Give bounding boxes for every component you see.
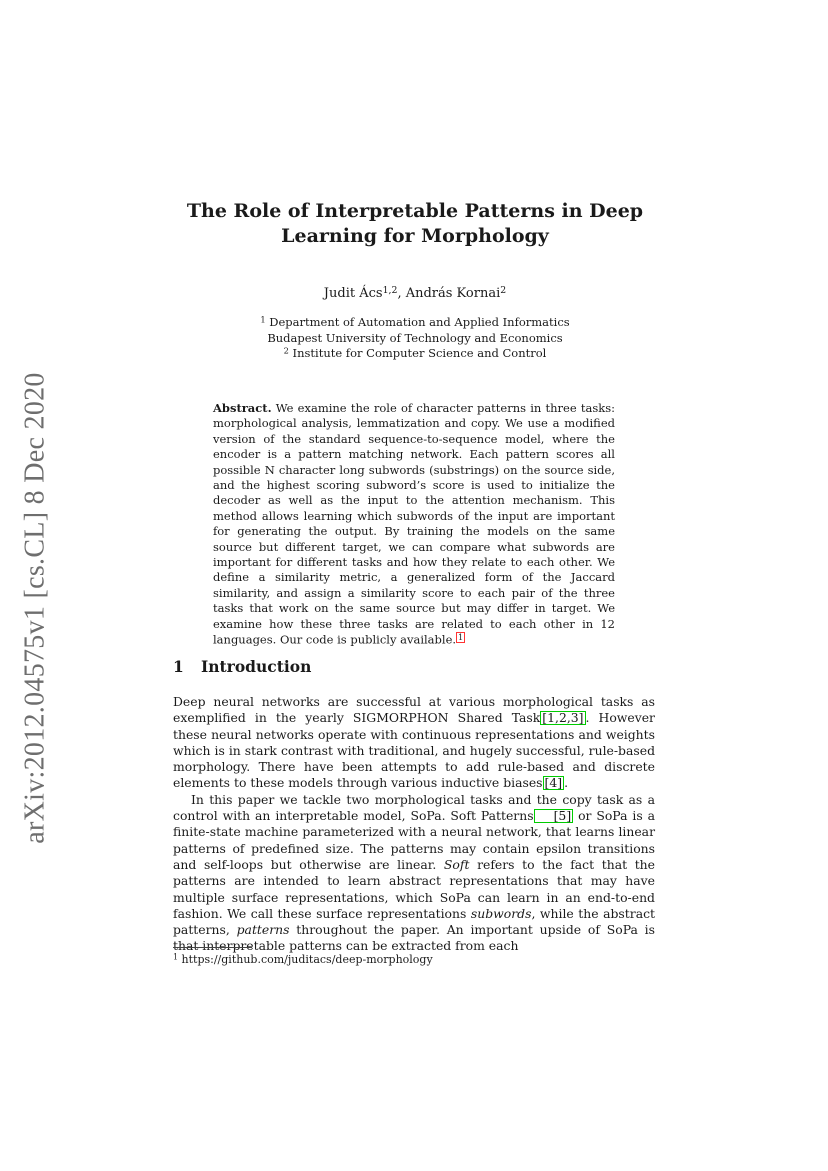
affiliation-2 xyxy=(150,346,680,362)
author-2: András Kornai xyxy=(405,286,501,301)
author-2-affil: 2 xyxy=(500,284,507,296)
paragraph-1 xyxy=(173,694,655,792)
emphasis: Soft xyxy=(443,856,470,872)
footnote-mark: 1 xyxy=(173,952,179,962)
affiliation-2-mark: 2 xyxy=(283,345,289,356)
emphasis: patterns xyxy=(236,922,290,938)
section-heading xyxy=(173,657,655,677)
footnote-link[interactable]: 1 xyxy=(458,632,464,643)
affiliation-1b xyxy=(150,331,680,347)
emphasis: subwords xyxy=(470,905,532,921)
citation-number: 1 xyxy=(547,710,555,726)
footnote-url[interactable]: https://github.com/juditacs/deep-morphology xyxy=(181,953,433,966)
section-number: 1 xyxy=(173,657,184,676)
paragraph-1-text: . However these neural networks operate with continuous representations and weights which is in stark contrast with traditional, and hugely successful, rule-based morphology. There have been attempts to add rule-based and discrete elements to these models through various inductive biases xyxy=(173,710,655,791)
abstract-text: We examine the role of character patterns in three tasks: morphological analysis, lemmatization and copy. We use a modified version of the standard sequence-to-sequence model, where the encoder is a pattern matching network. Each pattern scores all possible N character long subwords (substrings) on the source side, and the highest scoring subword’s score is used to initialize the decoder as well as the input to the attention mechanism. This method allows learning which subwords of the input are important for generating the output. By training the models on the same source but different target, we can compare what subwords are important for different tasks and how they relate to each other. We define a similarity metric, a generalized form of the Jaccard similarity, and assign a similarity score to each pair of the three tasks that work on the same source but may differ in target. We examine how these three tasks are related to each other in 12 languages. Our code is publicly available. xyxy=(213,401,615,647)
affiliation-1 xyxy=(150,315,680,331)
author-1: Judit Ács xyxy=(323,286,383,301)
paragraph-1-text: Deep neural networks are successful at various morphological tasks as exemplified in the yearly SIGMORPHON Shared Task xyxy=(173,694,655,726)
paragraph-2 xyxy=(173,792,655,955)
paragraph-2-text: throughout the paper. An important upside of SoPa is that interpretable patterns can be extracted from each xyxy=(173,922,655,954)
citation-number: 5 xyxy=(558,808,567,824)
author-1-affil: 1,2 xyxy=(382,284,398,296)
citation-number: 3 xyxy=(570,710,579,726)
paper-title xyxy=(150,199,680,249)
section-title: Introduction xyxy=(201,657,312,676)
citation-link[interactable]: [1,2,3] xyxy=(542,710,584,726)
citation-number: 2 xyxy=(558,710,567,726)
title-line-2: Learning for Morphology xyxy=(281,225,549,247)
paragraph-2-text: In this paper we tackle two morphological tasks and the copy task as a control with an interpretable model, SoPa. Soft Patterns xyxy=(173,791,655,824)
abstract-label: Abstract. xyxy=(213,401,272,415)
author-list xyxy=(150,285,680,303)
citation-link[interactable]: [4] xyxy=(544,775,563,791)
citation-link[interactable]: [5] xyxy=(534,809,574,823)
arxiv-identifier-text: arXiv:2012.04575v1 [cs.CL] 8 Dec 2020 xyxy=(20,371,51,844)
paragraph-2-text: refers to the fact that the patterns are intended to learn abstract representations that may have multiple surface representations, which SoPa can learn in an end-to-end fashion. We call these surface representations xyxy=(173,856,655,921)
author-separator: , xyxy=(397,286,406,301)
arxiv-identifier xyxy=(16,370,56,845)
citation-number: 4 xyxy=(549,775,558,791)
affiliation-1-mark: 1 xyxy=(260,314,266,325)
affiliations xyxy=(150,315,680,362)
footnote xyxy=(173,952,433,967)
paragraph-1-text: . xyxy=(564,775,569,791)
affiliation-2-text: Institute for Computer Science and Control xyxy=(292,346,547,360)
title-line-1: The Role of Interpretable Patterns in Deep xyxy=(186,200,644,222)
footnote-rule xyxy=(173,947,252,948)
body-text xyxy=(173,694,655,955)
abstract xyxy=(213,401,615,648)
affiliation-1b-text: Budapest University of Technology and Economics xyxy=(267,330,563,345)
paragraph-2-text: or SoPa is a finite-state machine parameterized with a neural network, that learns linear patterns of predefined size. The patterns may contain epsilon transitions and self-loops but otherwise are linear. xyxy=(173,808,655,872)
paragraph-2-text: , while the abstract patterns, xyxy=(173,905,655,938)
affiliation-1-text: Department of Automation and Applied Informatics xyxy=(269,315,570,329)
